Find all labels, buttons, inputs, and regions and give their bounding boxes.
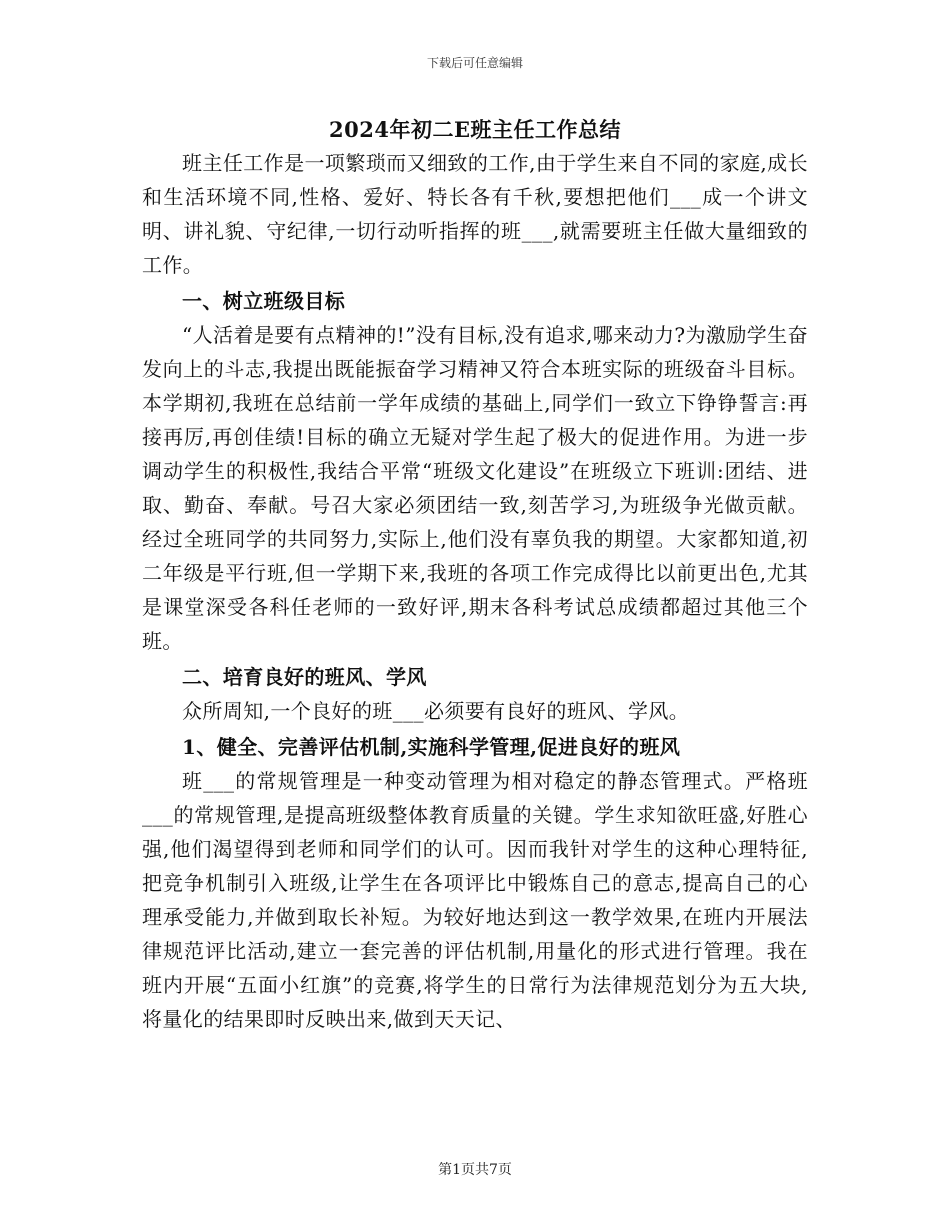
- subsection-heading-1: 1、健全、完善评估机制,实施科学管理,促进良好的班风: [182, 735, 681, 759]
- section-heading-1: 一、树立班级目标: [182, 289, 346, 313]
- section-heading-2: 二、培育良好的班风、学风: [182, 665, 427, 689]
- intro-paragraph: 班主任工作是一项繁琐而又细致的工作,由于学生来自不同的家庭,成长和生活环境不同,性格、爱好、特长各有千秋,要想把他们___成一个讲文明、讲礼貌、守纪律,一切行动听指挥的班___,就需要班主任做大量细致的工作。: [142, 151, 808, 277]
- section-2-paragraph: 众所周知,一个良好的班___必须要有良好的班风、学风。: [182, 699, 690, 723]
- page-footer: 第1页共7页: [438, 1162, 512, 1178]
- document-body: [142, 146, 808, 1036]
- section-1-paragraph: “人活着是要有点精神的!”没有目标,没有追求,哪来动力?为激励学生奋发向上的斗志,我提出既能振奋学习精神又符合本班实际的班级奋斗目标。本学期初,我班在总结前一学年成绩的基础上,同学们一致立下铮铮誓言:再接再厉,再创佳绩!目标的确立无疑对学生起了极大的促进作用。为进一步调动学生的积极性,我结合平常“班级文化建设”在班级立下班训:团结、进取、勤奋、奉献。号召大家必须团结一致,刻苦学习,为班级争光做贡献。经过全班同学的共同努力,实际上,他们没有辜负我的期望。大家都知道,初二年级是平行班,但一学期下来,我班的各项工作完成得比以前更出色,尤其是课堂深受各科任老师的一致好评,期末各科考试总成绩都超过其他三个班。: [142, 323, 808, 653]
- document-title: 2024年初二E班主任工作总结: [329, 117, 621, 142]
- header-note: 下载后可任意编辑: [426, 56, 523, 70]
- subsection-1-paragraph: 班___的常规管理是一种变动管理为相对稳定的静态管理式。严格班___的常规管理,是提高班级整体教育质量的关键。学生求知欲旺盛,好胜心强,他们渴望得到老师和同学们的认可。因而我针对学生的这种心理特征,把竞争机制引入班级,让学生在各项评比中锻炼自己的意志,提高自己的心理承受能力,并做到取长补短。为较好地达到这一教学效果,在班内开展法律规范评比活动,建立一套完善的评估机制,用量化的形式进行管理。我在班内开展“五面小红旗”的竞赛,将学生的日常行为法律规范划分为五大块,将量化的结果即时反映出来,做到天天记、: [142, 769, 808, 1031]
